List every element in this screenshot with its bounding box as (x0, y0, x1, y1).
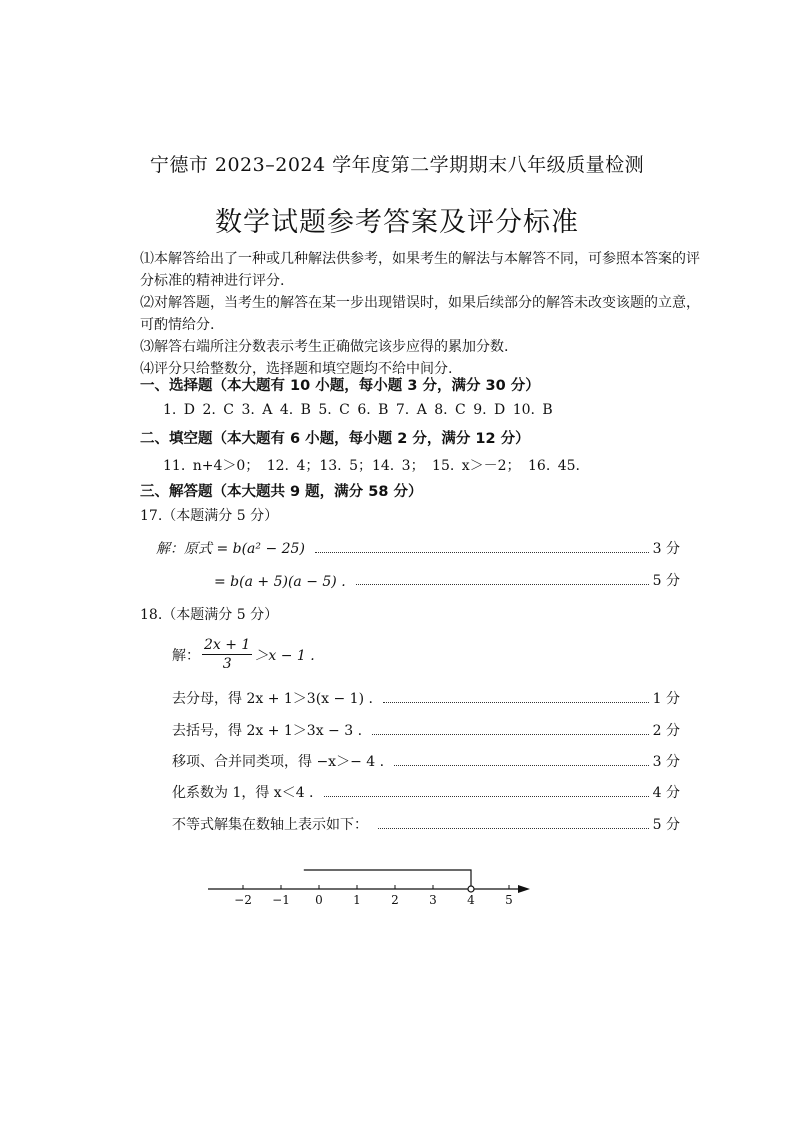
fraction-denominator: 3 (222, 656, 232, 672)
note-2: ⑵对解答题，当考生的解答在某一步出现错误时，如果后续部分的解答未改变该题的立意，可酌情给分. (140, 295, 700, 333)
solution-bracket (304, 870, 471, 886)
leader-dots (383, 702, 649, 703)
q18-step-5-points: 5 分 (652, 817, 680, 833)
note-3: ⑶解答右端所注分数表示考生正确做完该步应得的累加分数. (140, 339, 509, 355)
open-endpoint-icon (468, 886, 474, 892)
q18-step-3 (172, 749, 680, 771)
q17-label: 17.（本题满分 5 分） (140, 508, 279, 524)
number-line-tick-label: 0 (315, 893, 323, 907)
q17-step-1-points: 3 分 (652, 541, 680, 557)
q18-label: 18.（本题满分 5 分） (140, 607, 279, 623)
q18-step-1-text: 去分母，得 2x + 1＞3(x − 1) . (172, 691, 373, 707)
q17-step-2 (214, 568, 680, 590)
number-line (0, 850, 794, 920)
q18-step-2-text: 去括号，得 2x + 1＞3x − 3 . (172, 723, 363, 739)
fraction-numerator: 2x + 1 (204, 637, 251, 653)
q18-step-3-points: 3 分 (652, 754, 680, 770)
number-line-tick-label: 2 (391, 893, 399, 907)
section-1-answers: 1. D 2. C 3. A 4. B 5. C 6. B 7. A 8. C 9. D 10. B (163, 402, 553, 418)
q17-step-2-text: = b(a + 5)(a − 5) . (214, 574, 346, 590)
number-line-tick-label: 4 (467, 893, 475, 907)
q18-step-4 (172, 780, 680, 802)
q18-step-2 (172, 718, 680, 740)
page-title: 数学试题参考答案及评分标准 (215, 207, 579, 238)
leader-dots (324, 796, 649, 797)
q18-step-5-text: 不等式解集在数轴上表示如下： (172, 817, 368, 833)
q18-step-2-points: 2 分 (652, 723, 680, 739)
q18-step-1 (172, 686, 680, 708)
leader-dots (372, 734, 649, 735)
section-1-heading: 一、选择题（本大题有 10 小题，每小题 3 分，满分 30 分） (140, 378, 540, 394)
q17-step-2-points: 5 分 (652, 573, 680, 589)
scoring-notes (140, 248, 712, 380)
q18-step-1-points: 1 分 (652, 691, 680, 707)
leader-dots (356, 584, 649, 585)
number-line-tick-label: −1 (272, 893, 290, 907)
q18-step-4-text: 化系数为 1，得 x＜4 . (172, 785, 314, 801)
q18-intro-prefix: 解： (172, 647, 200, 664)
leader-dots (315, 552, 649, 553)
section-2-heading: 二、填空题（本大题有 6 小题，每小题 2 分，满分 12 分） (140, 431, 530, 447)
q17-step-1-text: 解：原式 = b(a² − 25) (156, 541, 305, 557)
axis-arrow-icon (518, 885, 530, 893)
number-line-tick-label: −2 (234, 893, 252, 907)
q18-intro (172, 636, 315, 673)
exam-subtitle: 宁德市 2023–2024 学年度第二学期期末八年级质量检测 (149, 154, 645, 176)
section-3-heading: 三、解答题（本大题共 9 题，满分 58 分） (140, 484, 423, 500)
note-1: ⑴本解答给出了一种或几种解法供参考，如果考生的解法与本解答不同，可参照本答案的评分标准的精神进行评分. (140, 251, 700, 289)
q18-step-3-text: 移项、合并同类项，得 −x＞− 4 . (172, 754, 385, 770)
number-line-tick-label: 3 (429, 893, 437, 907)
q18-step-5 (172, 812, 680, 834)
number-line-tick-label: 5 (505, 893, 513, 907)
q18-intro-suffix: ＞x − 1 . (254, 647, 315, 664)
number-line-tick-label: 1 (353, 893, 361, 907)
leader-dots (378, 828, 649, 829)
note-4: ⑷评分只给整数分，选择题和填空题均不给中间分. (140, 361, 453, 377)
leader-dots (394, 765, 649, 766)
q17-step-1 (156, 536, 680, 558)
q18-fraction (202, 636, 252, 673)
q18-step-4-points: 4 分 (652, 785, 680, 801)
section-2-answers: 11. n+4＞0； 12. 4；13. 5；14. 3； 15. x＞－2； 16. 45. (163, 458, 580, 474)
